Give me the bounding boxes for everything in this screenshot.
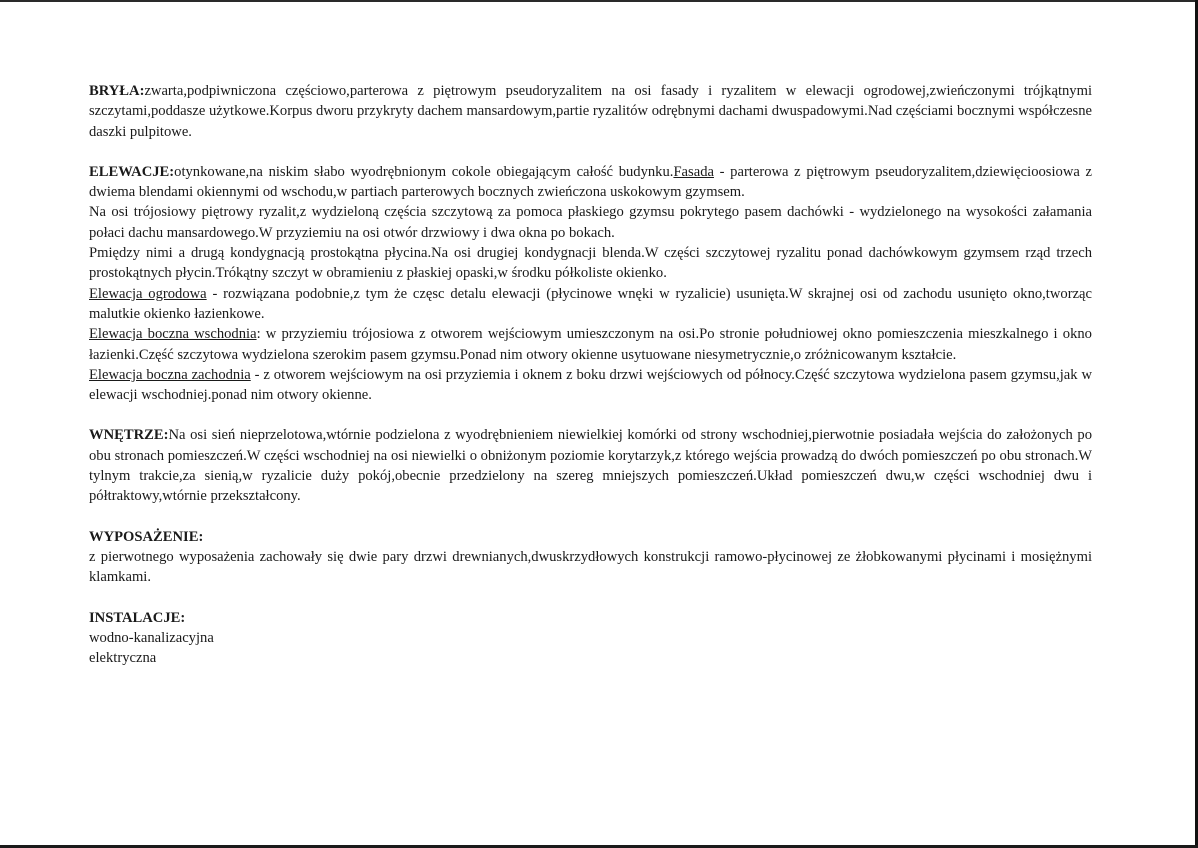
paragraph-fasada-ryzalit: Na osi trójosiowy piętrowy ryzalit,z wydzieloną częścia szczytową za pomoca płaskiego gzymsu pokrytego pasem dachówki - wydzielonego na wysokości załamania połaci dachu mansardowego.W przyziemiu na osi otwór drzwiowy i dwa okna po bokach. bbox=[89, 204, 1092, 241]
section-elewacja-wschodnia bbox=[89, 324, 1092, 365]
heading-wnetrze: WNĘTRZE: bbox=[89, 427, 169, 444]
section-elewacja-ogrodowa bbox=[89, 284, 1092, 325]
text-wyposazenie: z pierwotnego wyposażenia zachowały się dwie pary drzwi drewnianych,dwuskrzydłowych konstrukcji ramowo-płycinowej ze żłobkowanymi płycinami i mosiężnymi klamkami. bbox=[89, 548, 1092, 586]
text-elewacje-intro: otynkowane,na niskim słabo wyodrębnionym cokole obiegającym całość budynku. bbox=[174, 163, 674, 180]
section-elewacje bbox=[89, 162, 1092, 203]
text-elewacja-zachodnia: - z otworem wejściowym na osi przyziemia i oknem z boku drzwi wejściowych od północy.Część szczytowa wydzielona pasem gzymsu,jak w elewacji wschodniej.ponad nim otwory okienne. bbox=[89, 366, 1092, 404]
section-wnetrze bbox=[89, 425, 1092, 506]
label-elewacja-zachodnia: Elewacja boczna zachodnia bbox=[89, 366, 251, 383]
heading-wyposazenie: WYPOSAŻENIE: bbox=[89, 528, 204, 545]
text-wnetrze: Na osi sień nieprzelotowa,wtórnie podzielona z wyodrębnieniem niewielkiej komórki od strony wschodniej,pierwotnie posiadała wejścia do założonych po obu stronach pomieszczeń.W części wschodniej na osi niewielki o obniżonym poziomie korytarzyk,z którego wejścia prowadzą do dwóch pomieszczeń po obu stronach.W tylnym trakcie,za sienią,w ryzalicie duży pokój,obecnie przedzielony na szereg mniejszych pomieszczeń.Układ pomieszczeń dwu,w części wschodniej dwu i półtraktowy,wtórnie przekształcony. bbox=[89, 427, 1092, 505]
text-fasada: - parterowa z piętrowym pseudoryzalitem,dziewięcioosiowa z dwiema blendami okiennymi od wschodu,w partiach parterowych bocznych zwieńczona uskokowym gzymsem. bbox=[89, 163, 1093, 201]
instalacje-item: elektryczna bbox=[89, 650, 157, 667]
text-elewacja-wschodnia: : w przyziemiu trójosiowa z otworem wejściowym umieszczonym na osi.Po stronie południowej okno pomieszczenia mieszkalnego i okno łazienki.Część szczytowa wydzielona szerokim pasem gzymsu.Ponad nim otwory okienne usytuowane niesymetrycznie,o zróżnicowanym kształcie. bbox=[89, 326, 1092, 363]
section-bryla bbox=[89, 81, 1092, 142]
text-elewacja-ogrodowa: - rozwiązana podobnie,z tym że częsc detalu elewacji (płycinowe wnęki w ryzalicie) usunięta.W skrajnej osi od zachodu usunięto okno,tworząc malutkie okienko łazienkowe. bbox=[89, 285, 1092, 322]
heading-bryla: BRYŁA: bbox=[89, 83, 145, 99]
instalacje-item: wodno-kanalizacyjna bbox=[89, 629, 214, 646]
label-fasada: Fasada bbox=[673, 163, 714, 180]
heading-instalacje: INSTALACJE: bbox=[89, 609, 186, 626]
section-elewacja-zachodnia bbox=[89, 365, 1092, 406]
text-bryla: zwarta,podpiwniczona częściowo,parterowa z piętrowym pseudoryzalitem na osi fasady i ryzalitem w elewacji ogrodowej,zwieńczonymi trójkątnymi szczytami,poddasze użytkowe.Korpus dworu przykryty dachem mansardowym,partie ryzalitów odrębnymi dachami dwuspadowymi.Nad częściami bocznymi współczesne daszki pulpitowe. bbox=[89, 83, 1092, 140]
label-elewacja-wschodnia: Elewacja boczna wschodnia bbox=[89, 326, 257, 343]
heading-elewacje: ELEWACJE: bbox=[89, 163, 175, 180]
label-elewacja-ogrodowa: Elewacja ogrodowa bbox=[89, 285, 207, 302]
page-edge-top bbox=[0, 0, 1198, 2]
paragraph-fasada-plycina: Pmiędzy nimi a drugą kondygnacją prostokątna płycina.Na osi drugiej kondygnacji blenda.W części szczytowej ryzalitu ponad dachówkowym gzymsem rząd trzech prostokątnych płycin.Trókątny szczyt w obramieniu z płaskiej opaski,w środku półkoliste okienko. bbox=[89, 245, 1092, 282]
document-body bbox=[89, 81, 1092, 668]
